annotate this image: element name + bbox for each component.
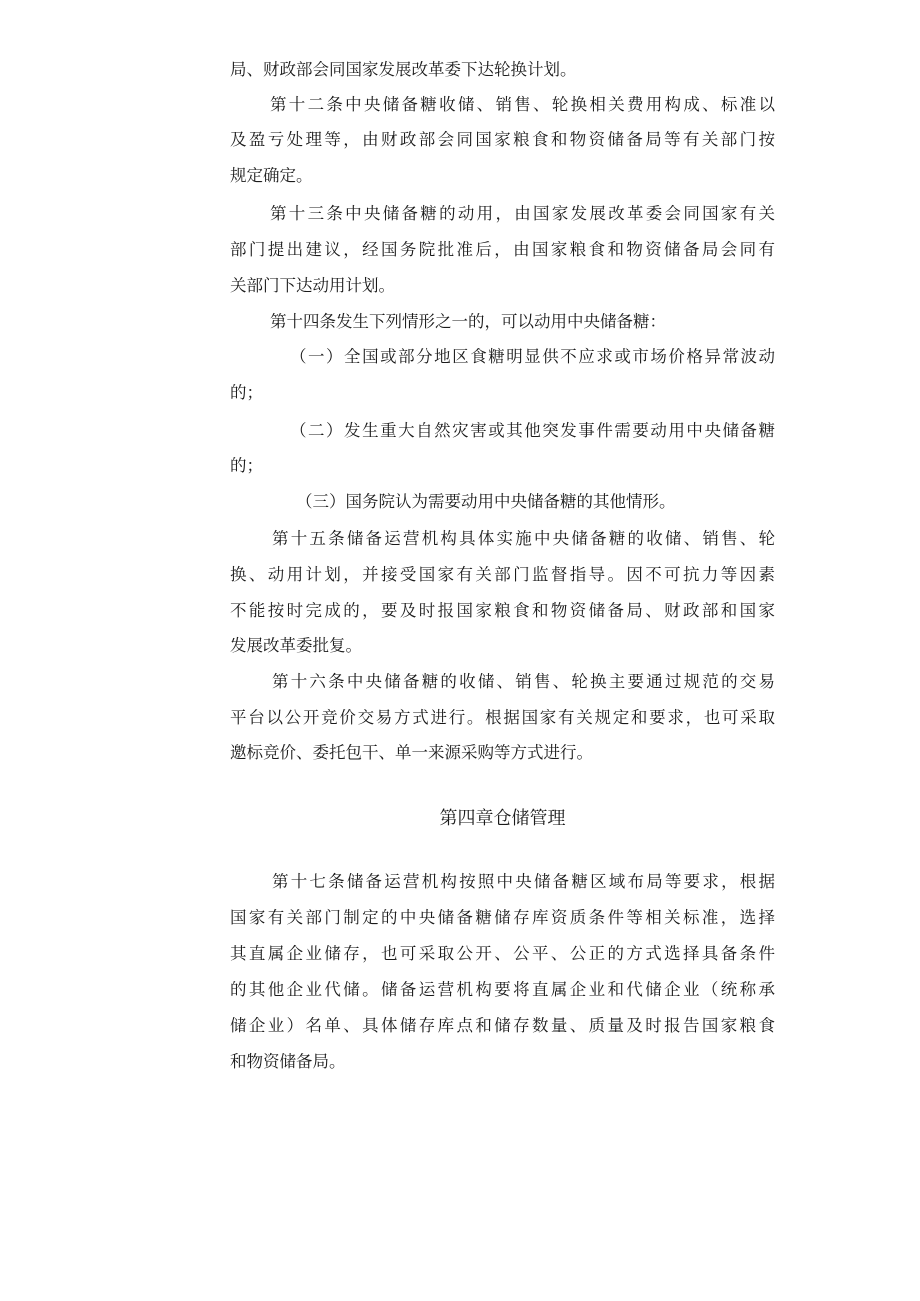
article-12-line-2: 及盈亏处理等，由财政部会同国家粮食和物资储备局等有关部门按 bbox=[230, 130, 775, 149]
text-line: 局、财政部会同国家发展改革委下达轮换计划。 bbox=[230, 60, 577, 79]
article-13-line-2: 部门提出建议，经国务院批准后，由国家粮食和物资储备局会同有 bbox=[230, 240, 775, 259]
article-13-line-1: 第十三条中央储备糖的动用，由国家发展改革委会同国家有关 bbox=[270, 204, 775, 223]
chapter-heading: 第四章仓储管理 bbox=[439, 808, 566, 829]
article-17-line-3: 其直属企业储存，也可采取公开、公平、公正的方式选择具备条件 bbox=[230, 944, 775, 963]
article-17-line-5: 储企业）名单、具体储存库点和储存数量、质量及时报告国家粮食 bbox=[230, 1016, 775, 1035]
article-15-line-1: 第十五条储备运营机构具体实施中央储备糖的收储、销售、轮 bbox=[272, 529, 775, 548]
article-16-line-1: 第十六条中央储备糖的收储、销售、轮换主要通过规范的交易 bbox=[272, 672, 775, 691]
article-16-line-3: 邀标竞价、委托包干、单一来源采购等方式进行。 bbox=[230, 743, 593, 762]
item-2-line-2: 的； bbox=[230, 456, 263, 475]
article-17-line-4: 的其他企业代储。储备运营机构要将直属企业和代储企业（统称承 bbox=[230, 980, 775, 999]
article-14-line-1: 第十四条发生下列情形之一的，可以动用中央储备糖： bbox=[270, 312, 666, 331]
article-15-line-2: 换、动用计划，并接受国家有关部门监督指导。因不可抗力等因素 bbox=[230, 565, 775, 584]
article-17-line-6: 和物资储备局。 bbox=[230, 1052, 346, 1071]
article-12-line-3: 规定确定。 bbox=[230, 166, 313, 185]
article-15-line-4: 发展改革委批复。 bbox=[230, 636, 362, 655]
article-16-line-2: 平台以公开竞价交易方式进行。根据国家有关规定和要求，也可采取 bbox=[230, 708, 775, 727]
article-15-line-3: 不能按时完成的，要及时报国家粮食和物资储备局、财政部和国家 bbox=[230, 601, 775, 620]
item-2-line-1: （二）发生重大自然灾害或其他突发事件需要动用中央储备糖 bbox=[290, 421, 775, 440]
article-17-line-2: 国家有关部门制定的中央储备糖储存库资质条件等相关标准，选择 bbox=[230, 908, 775, 927]
item-1-line-2: 的； bbox=[230, 383, 263, 402]
item-1-line-1: （一）全国或部分地区食糖明显供不应求或市场价格异常波动 bbox=[290, 347, 775, 366]
article-13-line-3: 关部门下达动用计划。 bbox=[230, 276, 395, 295]
article-12-line-1: 第十二条中央储备糖收储、销售、轮换相关费用构成、标准以 bbox=[270, 95, 775, 114]
article-17-line-1: 第十七条储备运营机构按照中央储备糖区域布局等要求，根据 bbox=[272, 872, 775, 891]
item-3-line-1: （三）国务院认为需要动用中央储备糖的其他情形。 bbox=[296, 492, 676, 511]
